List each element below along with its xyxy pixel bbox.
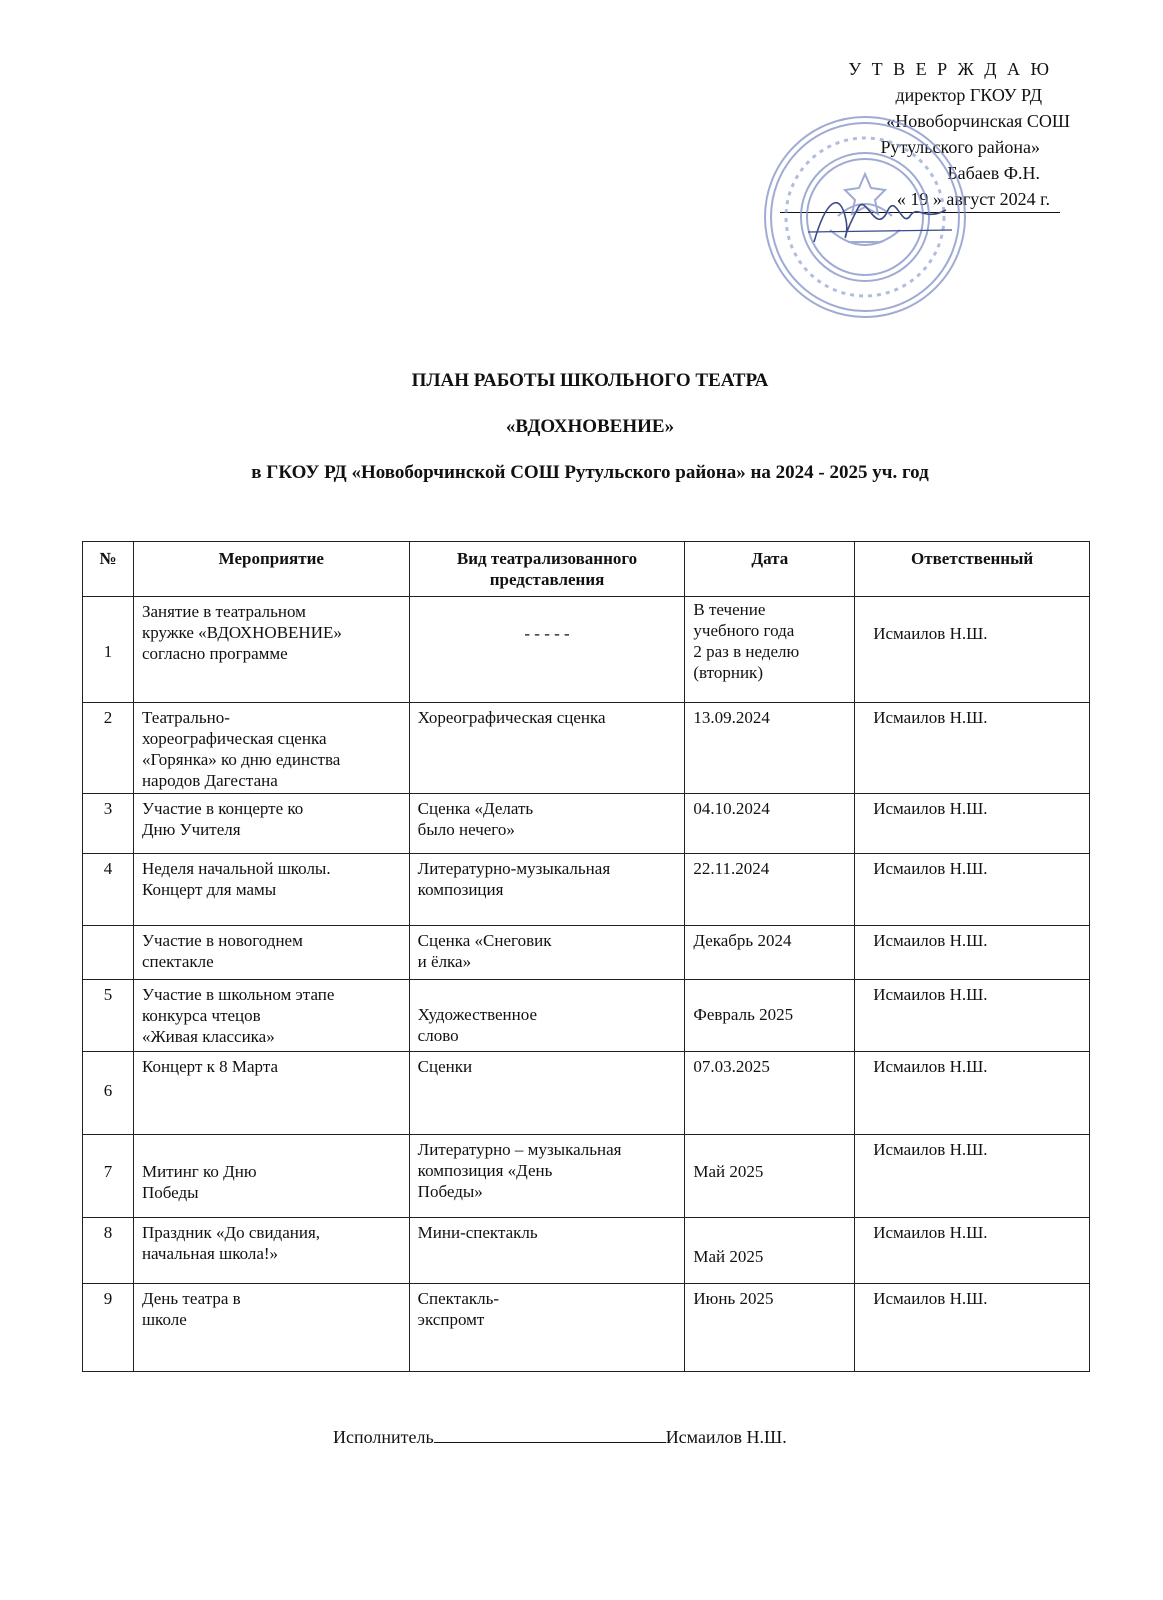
- table-row: [83, 1052, 1090, 1135]
- header-kind: Вид театрализованного представления: [409, 542, 685, 597]
- approval-school-line2: Рутульского района»: [880, 137, 1040, 157]
- row-responsible: Исмаилов Н.Ш.: [855, 1284, 1090, 1372]
- row-date: 04.10.2024: [685, 794, 855, 854]
- row-responsible: Исмаилов Н.Ш.: [855, 980, 1090, 1052]
- row-date: В течение учебного года 2 раз в неделю (вторник): [685, 597, 855, 703]
- table-header-row: [83, 542, 1090, 597]
- table-row: [83, 1135, 1090, 1218]
- title-line3: в ГКОУ РД «Новоборчинской СОШ Рутульского района» на 2024 - 2025 уч. год: [251, 462, 929, 483]
- row-date: 22.11.2024: [685, 854, 855, 926]
- row-date: Май 2025: [685, 1218, 855, 1284]
- row-kind: Сценка «Снеговик и ёлка»: [409, 926, 685, 980]
- row-responsible: Исмаилов Н.Ш.: [855, 794, 1090, 854]
- table-row: [83, 597, 1090, 703]
- row-num: 1: [83, 597, 134, 703]
- row-kind: Литературно – музыкальная композиция «День Победы»: [409, 1135, 685, 1218]
- row-responsible: Исмаилов Н.Ш.: [855, 926, 1090, 980]
- header-date: Дата: [685, 542, 855, 597]
- row-date: Май 2025: [685, 1135, 855, 1218]
- row-num: 7: [83, 1135, 134, 1218]
- table-row: [83, 794, 1090, 854]
- approval-position: директор ГКОУ РД: [895, 85, 1042, 105]
- row-num: 9: [83, 1284, 134, 1372]
- table-row: [83, 980, 1090, 1052]
- row-responsible: Исмаилов Н.Ш.: [855, 597, 1090, 703]
- row-num: 5: [83, 980, 134, 1052]
- row-num: 6: [83, 1052, 134, 1135]
- table-row: [83, 926, 1090, 980]
- row-event: Участие в концерте ко Дню Учителя: [133, 794, 409, 854]
- plan-table: [82, 541, 1090, 1372]
- row-kind: Сценки: [409, 1052, 685, 1135]
- row-responsible: Исмаилов Н.Ш.: [855, 703, 1090, 794]
- approval-signatory: Бабаев Ф.Н.: [947, 163, 1040, 183]
- signature-line: [434, 1426, 666, 1443]
- row-kind: Сценка «Делать было нечего»: [409, 794, 685, 854]
- approval-school-line1: «Новоборчинская СОШ: [886, 111, 1070, 131]
- row-event: Участие в школьном этапе конкурса чтецов «Живая классика»: [133, 980, 409, 1052]
- row-event: Неделя начальной школы. Концерт для мамы: [133, 854, 409, 926]
- row-kind: Спектакль- экспромт: [409, 1284, 685, 1372]
- row-responsible: Исмаилов Н.Ш.: [855, 854, 1090, 926]
- row-num: 3: [83, 794, 134, 854]
- row-date: Декабрь 2024: [685, 926, 855, 980]
- row-date: Июнь 2025: [685, 1284, 855, 1372]
- document-title: [120, 366, 1060, 504]
- row-event: Участие в новогоднем спектакле: [133, 926, 409, 980]
- row-event: День театра в школе: [133, 1284, 409, 1372]
- row-kind: Художественное слово: [409, 980, 685, 1052]
- table-row: [83, 703, 1090, 794]
- row-date: Февраль 2025: [685, 980, 855, 1052]
- row-event: Театрально- хореографическая сценка «Горянка» ко дню единства народов Дагестана: [133, 703, 409, 794]
- row-date: 07.03.2025: [685, 1052, 855, 1135]
- row-responsible: Исмаилов Н.Ш.: [855, 1135, 1090, 1218]
- table-row: [83, 1284, 1090, 1372]
- row-event: Занятие в театральном кружке «ВДОХНОВЕНИЕ» согласно программе: [133, 597, 409, 703]
- row-date: 13.09.2024: [685, 703, 855, 794]
- table-row: [83, 854, 1090, 926]
- row-event: Митинг ко Дню Победы: [133, 1135, 409, 1218]
- row-kind: Хореографическая сценка: [409, 703, 685, 794]
- executor-name: Исмаилов Н.Ш.: [665, 1427, 787, 1447]
- header-num: №: [83, 542, 134, 597]
- row-kind: - - - - -: [409, 597, 685, 703]
- executor-label: Исполнитель: [333, 1427, 434, 1447]
- approval-date: « 19 » август 2024 г.: [780, 186, 1060, 213]
- row-num: 2: [83, 703, 134, 794]
- row-num: 4: [83, 854, 134, 926]
- row-num: [83, 926, 134, 980]
- table-row: [83, 1218, 1090, 1284]
- row-num: 8: [83, 1218, 134, 1284]
- row-responsible: Исмаилов Н.Ш.: [855, 1052, 1090, 1135]
- row-event: Концерт к 8 Марта: [133, 1052, 409, 1135]
- header-event: Мероприятие: [133, 542, 409, 597]
- row-responsible: Исмаилов Н.Ш.: [855, 1218, 1090, 1284]
- row-event: Праздник «До свидания, начальная школа!»: [133, 1218, 409, 1284]
- signature-icon: [806, 180, 956, 260]
- row-kind: Литературно-музыкальная композиция: [409, 854, 685, 926]
- header-responsible: Ответственный: [855, 542, 1090, 597]
- approval-heading: У Т В Е Р Ж Д А Ю: [848, 59, 1052, 79]
- row-kind: Мини-спектакль: [409, 1218, 685, 1284]
- title-line2: «ВДОХНОВЕНИЕ»: [505, 416, 675, 437]
- title-line1: ПЛАН РАБОТЫ ШКОЛЬНОГО ТЕАТРА: [411, 370, 769, 391]
- executor-footer: [333, 1426, 787, 1448]
